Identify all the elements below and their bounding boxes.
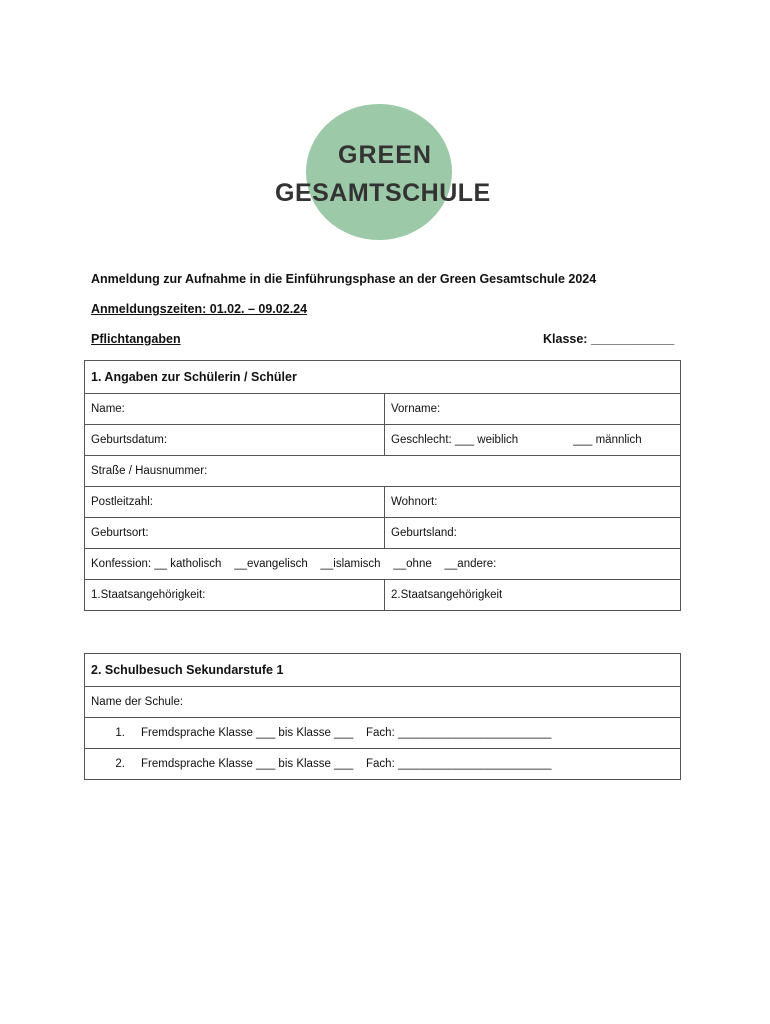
gender-male: ___ männlich	[573, 434, 642, 446]
nationality-2-field[interactable]: 2.Staatsangehörigkeit	[385, 580, 681, 611]
postal-code-field[interactable]: Postleitzahl:	[85, 487, 385, 518]
city-field[interactable]: Wohnort:	[385, 487, 681, 518]
required-fields-label: Pflichtangaben	[91, 332, 181, 346]
section1-heading: 1. Angaben zur Schülerin / Schüler	[85, 361, 681, 394]
religion-field[interactable]: Konfession: __ katholisch __evangelisch __islamisch __ohne __andere:	[85, 549, 681, 580]
name-field[interactable]: Name:	[85, 394, 385, 425]
language-row-1[interactable]	[85, 718, 681, 749]
form-title: Anmeldung zur Aufnahme in die Einführungsphase an der Green Gesamtschule 2024	[91, 272, 597, 286]
language-text: Fremdsprache Klasse ___ bis Klasse ___ Fach: ________________________	[141, 758, 552, 770]
registration-period: Anmeldungszeiten: 01.02. – 09.02.24	[91, 302, 308, 316]
school-logo-circle	[306, 104, 452, 240]
list-number: 2.	[115, 758, 125, 770]
language-row-2[interactable]	[85, 749, 681, 780]
logo-line-2: GESAMTSCHULE	[275, 179, 491, 207]
gender-female: Geschlecht: ___ weiblich	[391, 434, 519, 446]
birthplace-field[interactable]: Geburtsort:	[85, 518, 385, 549]
class-field: Klasse: ____________	[543, 332, 675, 346]
street-field[interactable]: Straße / Hausnummer:	[85, 456, 681, 487]
language-text: Fremdsprache Klasse ___ bis Klasse ___ Fach: ________________________	[141, 727, 552, 739]
nationality-1-field[interactable]: 1.Staatsangehörigkeit:	[85, 580, 385, 611]
school-name-field[interactable]: Name der Schule:	[85, 687, 681, 718]
list-number: 1.	[115, 727, 125, 739]
school-history-table	[84, 653, 681, 780]
student-info-table	[84, 360, 681, 611]
firstname-field[interactable]: Vorname:	[385, 394, 681, 425]
gender-field[interactable]	[385, 425, 681, 456]
logo-line-1: GREEN	[338, 141, 432, 169]
birthdate-field[interactable]: Geburtsdatum:	[85, 425, 385, 456]
section2-heading: 2. Schulbesuch Sekundarstufe 1	[85, 654, 681, 687]
birth-country-field[interactable]: Geburtsland:	[385, 518, 681, 549]
